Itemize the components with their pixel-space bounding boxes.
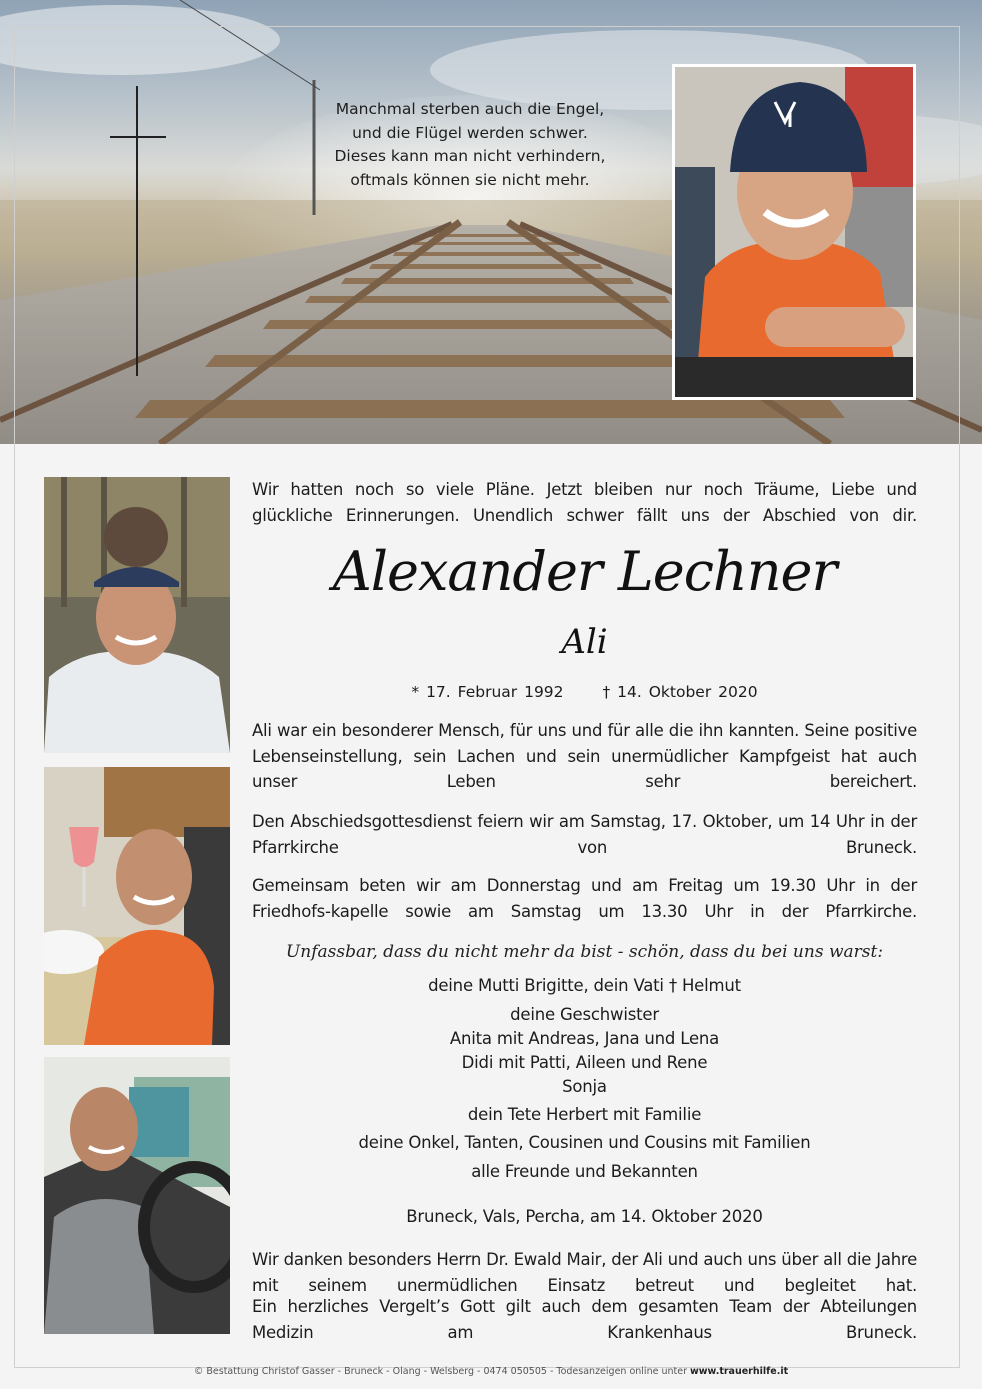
poem-line: oftmals können sie nicht mehr. bbox=[350, 170, 590, 189]
mourner-line: deine Onkel, Tanten, Cousinen und Cousins mit Familien bbox=[358, 1133, 811, 1152]
poem-line: Dieses kann man nicht verhindern, bbox=[334, 147, 606, 165]
cross-symbol bbox=[110, 86, 166, 376]
mourner-line: deine Geschwister bbox=[510, 1005, 659, 1024]
place-and-date: Bruneck, Vals, Percha, am 14. Oktober 2020 bbox=[406, 1207, 763, 1226]
deceased-name: Alexander Lechner bbox=[332, 540, 837, 603]
poem-line: und die Flügel werden schwer. bbox=[352, 123, 588, 142]
header-landscape-photo bbox=[0, 0, 982, 444]
mourner-line: alle Freunde und Bekannten bbox=[471, 1162, 698, 1181]
photo-in-car bbox=[44, 1057, 230, 1334]
photo-with-wine-glass bbox=[44, 767, 230, 1045]
poem-line: Manchmal sterben auch die Engel, bbox=[335, 100, 605, 118]
life-dates bbox=[252, 683, 917, 701]
mourner-line: Anita mit Andreas, Jana und Lena bbox=[449, 1029, 720, 1048]
footer-text: © Bestattung Christof Gasser - Bruneck - Olang - Welsberg - 0474 050505 - Todesanzeigen online unter bbox=[193, 1366, 687, 1377]
intro-text: Wir hatten noch so viele Pläne. Jetzt bleiben nur noch Träume, Liebe und glückliche Erinnerungen. Unendlich schwer fällt uns der Abschied von dir. bbox=[252, 480, 917, 525]
mourner-line: deine Mutti Brigitte, dein Vati † Helmut bbox=[428, 976, 741, 995]
farewell-quote: Unfassbar, dass du nicht mehr da bist - schön, dass du bei uns warst: bbox=[285, 942, 884, 962]
poem bbox=[310, 98, 630, 192]
deceased-nickname: Ali bbox=[561, 622, 608, 662]
footer bbox=[0, 1366, 982, 1377]
thanks-text: Ein herzliches Vergelt’s Gott gilt auch dem gesamten Team der Abteilungen Medizin am Krankenhaus Bruneck. bbox=[252, 1297, 917, 1342]
mourner-line: dein Tete Herbert mit Familie bbox=[467, 1105, 702, 1124]
portrait-photo bbox=[672, 64, 916, 400]
photo-with-rabbit bbox=[44, 477, 230, 753]
footer-link[interactable]: www.trauerhilfe.it bbox=[690, 1366, 789, 1377]
prayer-text: Gemeinsam beten wir am Donnerstag und am Freitag um 19.30 Uhr in der Friedhofs-kapelle sowie am Samstag um 13.30 Uhr in der Pfarrkirche. bbox=[252, 876, 917, 921]
mourner-line: Sonja bbox=[562, 1077, 607, 1096]
service-text: Den Abschiedsgottesdienst feiern wir am Samstag, 17. Oktober, um 14 Uhr in der Pfarrkirche von Bruneck. bbox=[252, 812, 917, 857]
thanks-text: Wir danken besonders Herrn Dr. Ewald Mair, der Ali und auch uns über all die Jahre mit seinem unermüdlichen Einsatz betreut und begleitet hat. bbox=[252, 1250, 917, 1295]
death-date: † 14. Oktober 2020 bbox=[602, 683, 758, 701]
mourner-line: Didi mit Patti, Aileen und Rene bbox=[461, 1053, 708, 1072]
tribute-text: Ali war ein besonderer Mensch, für uns und für alle die ihn kannten. Seine positive Lebenseinstellung, sein Lachen und sein unermüdlicher Kampfgeist hat auch unser Leben sehr bereichert. bbox=[252, 721, 917, 791]
birth-date: * 17. Februar 1992 bbox=[411, 683, 564, 701]
